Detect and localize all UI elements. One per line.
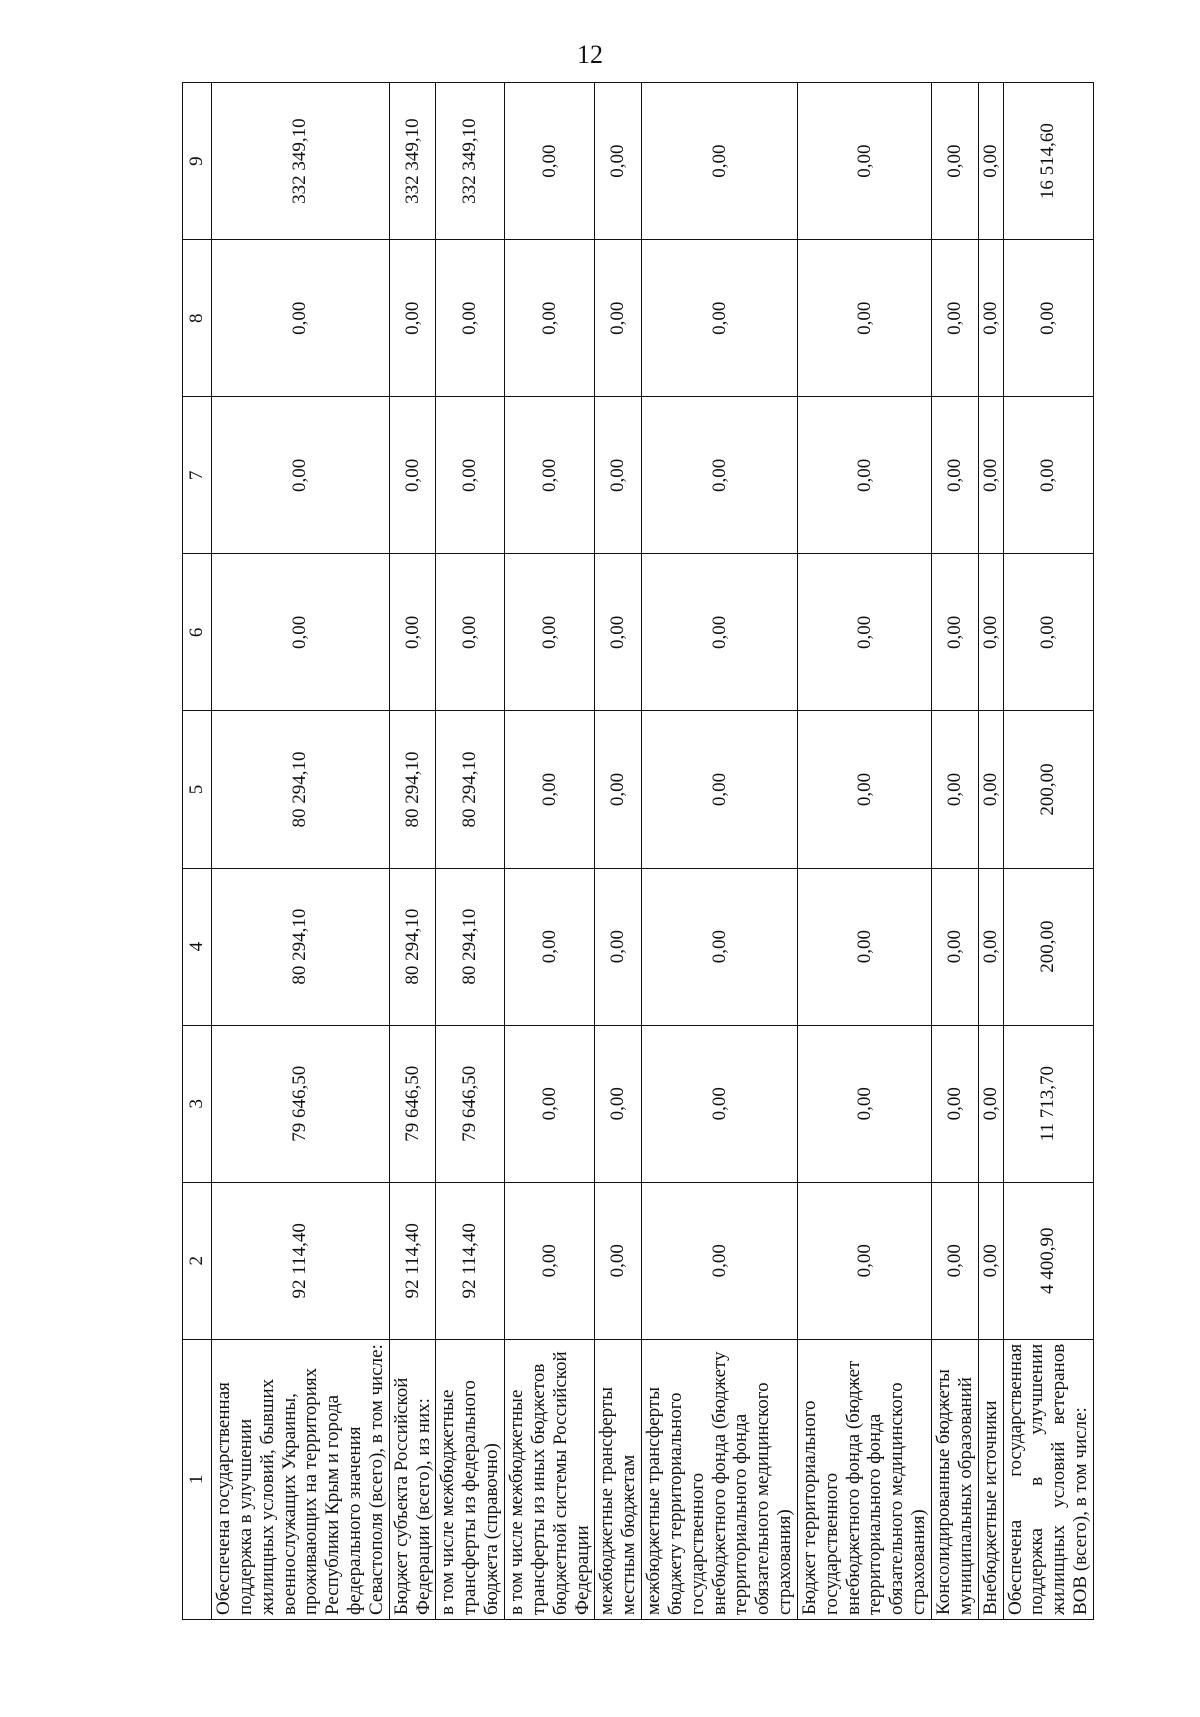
table-cell: 11 713,70 [1003, 1025, 1093, 1182]
table-cell: 0,00 [436, 554, 505, 711]
table-cell: 80 294,10 [389, 711, 436, 868]
table-cell: 0,00 [932, 554, 979, 711]
table-cell: 0,00 [978, 1025, 1003, 1182]
table-cell: 0,00 [212, 554, 390, 711]
table-cell: 0,00 [978, 397, 1003, 554]
table-cell: 0,00 [797, 711, 931, 868]
table-cell: 0,00 [1003, 554, 1093, 711]
table-cell: 332 349,10 [212, 83, 390, 240]
table-cell: 200,00 [1003, 868, 1093, 1025]
table-cell: 0,00 [504, 554, 594, 711]
row-label: Обеспечена государственная поддержка в улучшении жилищных условий, бывших военнослужащих Украины, проживающих на территориях Республики Крым и города федерального значения Севастополя (всего), в том числе: [212, 1339, 390, 1619]
table-cell: 80 294,10 [436, 711, 505, 868]
table-cell: 0,00 [797, 397, 931, 554]
row-label: в том числе межбюджетные трансферты из иных бюджетов бюджетной системы Российской Федерации [504, 1339, 594, 1619]
table-cell: 0,00 [932, 1182, 979, 1339]
table-cell: 0,00 [504, 1182, 594, 1339]
table-row [1003, 83, 1093, 1620]
row-label: Внебюджетные источники [978, 1339, 1003, 1619]
table-row [212, 83, 390, 1620]
table-cell: 0,00 [978, 554, 1003, 711]
page-number: 12 [577, 40, 603, 69]
table-cell: 332 349,10 [436, 83, 505, 240]
table-cell: 4 400,90 [1003, 1182, 1093, 1339]
table-cell: 92 114,40 [389, 1182, 436, 1339]
table-header-row [183, 83, 212, 1620]
table-cell: 0,00 [642, 554, 798, 711]
budget-table [182, 82, 1094, 1620]
table-cell: 0,00 [595, 1182, 642, 1339]
row-label: Бюджет территориального государственного внебюджетного фонда (бюджет территориального фонда обязательного медицинского страхования) [797, 1339, 931, 1619]
table-cell: 0,00 [504, 711, 594, 868]
table-cell: 79 646,50 [436, 1025, 505, 1182]
table-cell: 0,00 [642, 868, 798, 1025]
table-cell: 0,00 [595, 868, 642, 1025]
table-cell: 80 294,10 [389, 868, 436, 1025]
table-cell: 0,00 [797, 83, 931, 240]
table-cell: 80 294,10 [212, 711, 390, 868]
row-label: межбюджетные трансферты местным бюджетам [595, 1339, 642, 1619]
table-cell: 0,00 [504, 1025, 594, 1182]
table-cell: 0,00 [642, 1025, 798, 1182]
table-cell: 92 114,40 [436, 1182, 505, 1339]
table-cell: 0,00 [436, 397, 505, 554]
table-cell: 0,00 [504, 868, 594, 1025]
table-cell: 0,00 [642, 1182, 798, 1339]
row-label: Бюджет субъекта Российской Федерации (всего), из них: [389, 1339, 436, 1619]
table-cell: 0,00 [595, 397, 642, 554]
column-header: 3 [183, 1025, 212, 1182]
table-cell: 0,00 [595, 240, 642, 397]
column-header: 1 [183, 1339, 212, 1619]
table-cell: 0,00 [978, 83, 1003, 240]
table-row [932, 83, 979, 1620]
table-row [797, 83, 931, 1620]
table-cell: 79 646,50 [212, 1025, 390, 1182]
table-cell: 0,00 [504, 83, 594, 240]
table-cell: 0,00 [389, 554, 436, 711]
column-header: 2 [183, 1182, 212, 1339]
table-cell: 92 114,40 [212, 1182, 390, 1339]
table-cell: 0,00 [797, 868, 931, 1025]
table-cell: 0,00 [212, 397, 390, 554]
column-header: 8 [183, 240, 212, 397]
table-row [504, 83, 594, 1620]
table-cell: 0,00 [1003, 240, 1093, 397]
table-cell: 0,00 [932, 711, 979, 868]
table-cell: 0,00 [642, 240, 798, 397]
table-cell: 0,00 [978, 1182, 1003, 1339]
row-label: в том числе межбюджетные трансферты из федерального бюджета (справочно) [436, 1339, 505, 1619]
table-cell: 0,00 [642, 711, 798, 868]
table-cell: 16 514,60 [1003, 83, 1093, 240]
table-cell: 0,00 [504, 240, 594, 397]
row-label: Обеспечена государственная поддержка в улучшении жилищных условий ветеранов ВОВ (всего), в том числе: [1003, 1339, 1093, 1619]
table-cell: 0,00 [595, 554, 642, 711]
table-cell: 0,00 [436, 240, 505, 397]
table-row [595, 83, 642, 1620]
table-cell: 0,00 [389, 397, 436, 554]
table-cell: 79 646,50 [389, 1025, 436, 1182]
row-label: Консолидированные бюджеты муниципальных образований [932, 1339, 979, 1619]
table-cell: 0,00 [932, 397, 979, 554]
table-cell: 0,00 [978, 240, 1003, 397]
table-cell: 0,00 [932, 83, 979, 240]
table-cell: 0,00 [1003, 397, 1093, 554]
table-cell: 0,00 [978, 711, 1003, 868]
table-cell: 0,00 [595, 1025, 642, 1182]
rotated-table-container [182, 82, 1092, 1620]
table-cell: 0,00 [797, 1025, 931, 1182]
table-row [978, 83, 1003, 1620]
table-row [642, 83, 798, 1620]
table-cell: 80 294,10 [212, 868, 390, 1025]
table-cell: 0,00 [504, 397, 594, 554]
table-cell: 0,00 [797, 240, 931, 397]
table-cell: 0,00 [797, 1182, 931, 1339]
table-cell: 0,00 [932, 240, 979, 397]
table-cell: 200,00 [1003, 711, 1093, 868]
table-cell: 0,00 [642, 83, 798, 240]
table-cell: 0,00 [642, 397, 798, 554]
table-cell: 0,00 [595, 711, 642, 868]
table-cell: 0,00 [978, 868, 1003, 1025]
table-cell: 0,00 [389, 240, 436, 397]
table-row [436, 83, 505, 1620]
table-cell: 0,00 [212, 240, 390, 397]
table-cell: 0,00 [797, 554, 931, 711]
column-header: 7 [183, 397, 212, 554]
column-header: 6 [183, 554, 212, 711]
table-row [389, 83, 436, 1620]
row-label: межбюджетные трансферты бюджету территориального государственного внебюджетного фонда (бюджету территориального фонда обязательного медицинского страхования) [642, 1339, 798, 1619]
table-cell: 0,00 [595, 83, 642, 240]
column-header: 4 [183, 868, 212, 1025]
column-header: 5 [183, 711, 212, 868]
table-cell: 0,00 [932, 868, 979, 1025]
table-cell: 0,00 [932, 1025, 979, 1182]
table-cell: 332 349,10 [389, 83, 436, 240]
table-cell: 80 294,10 [436, 868, 505, 1025]
column-header: 9 [183, 83, 212, 240]
